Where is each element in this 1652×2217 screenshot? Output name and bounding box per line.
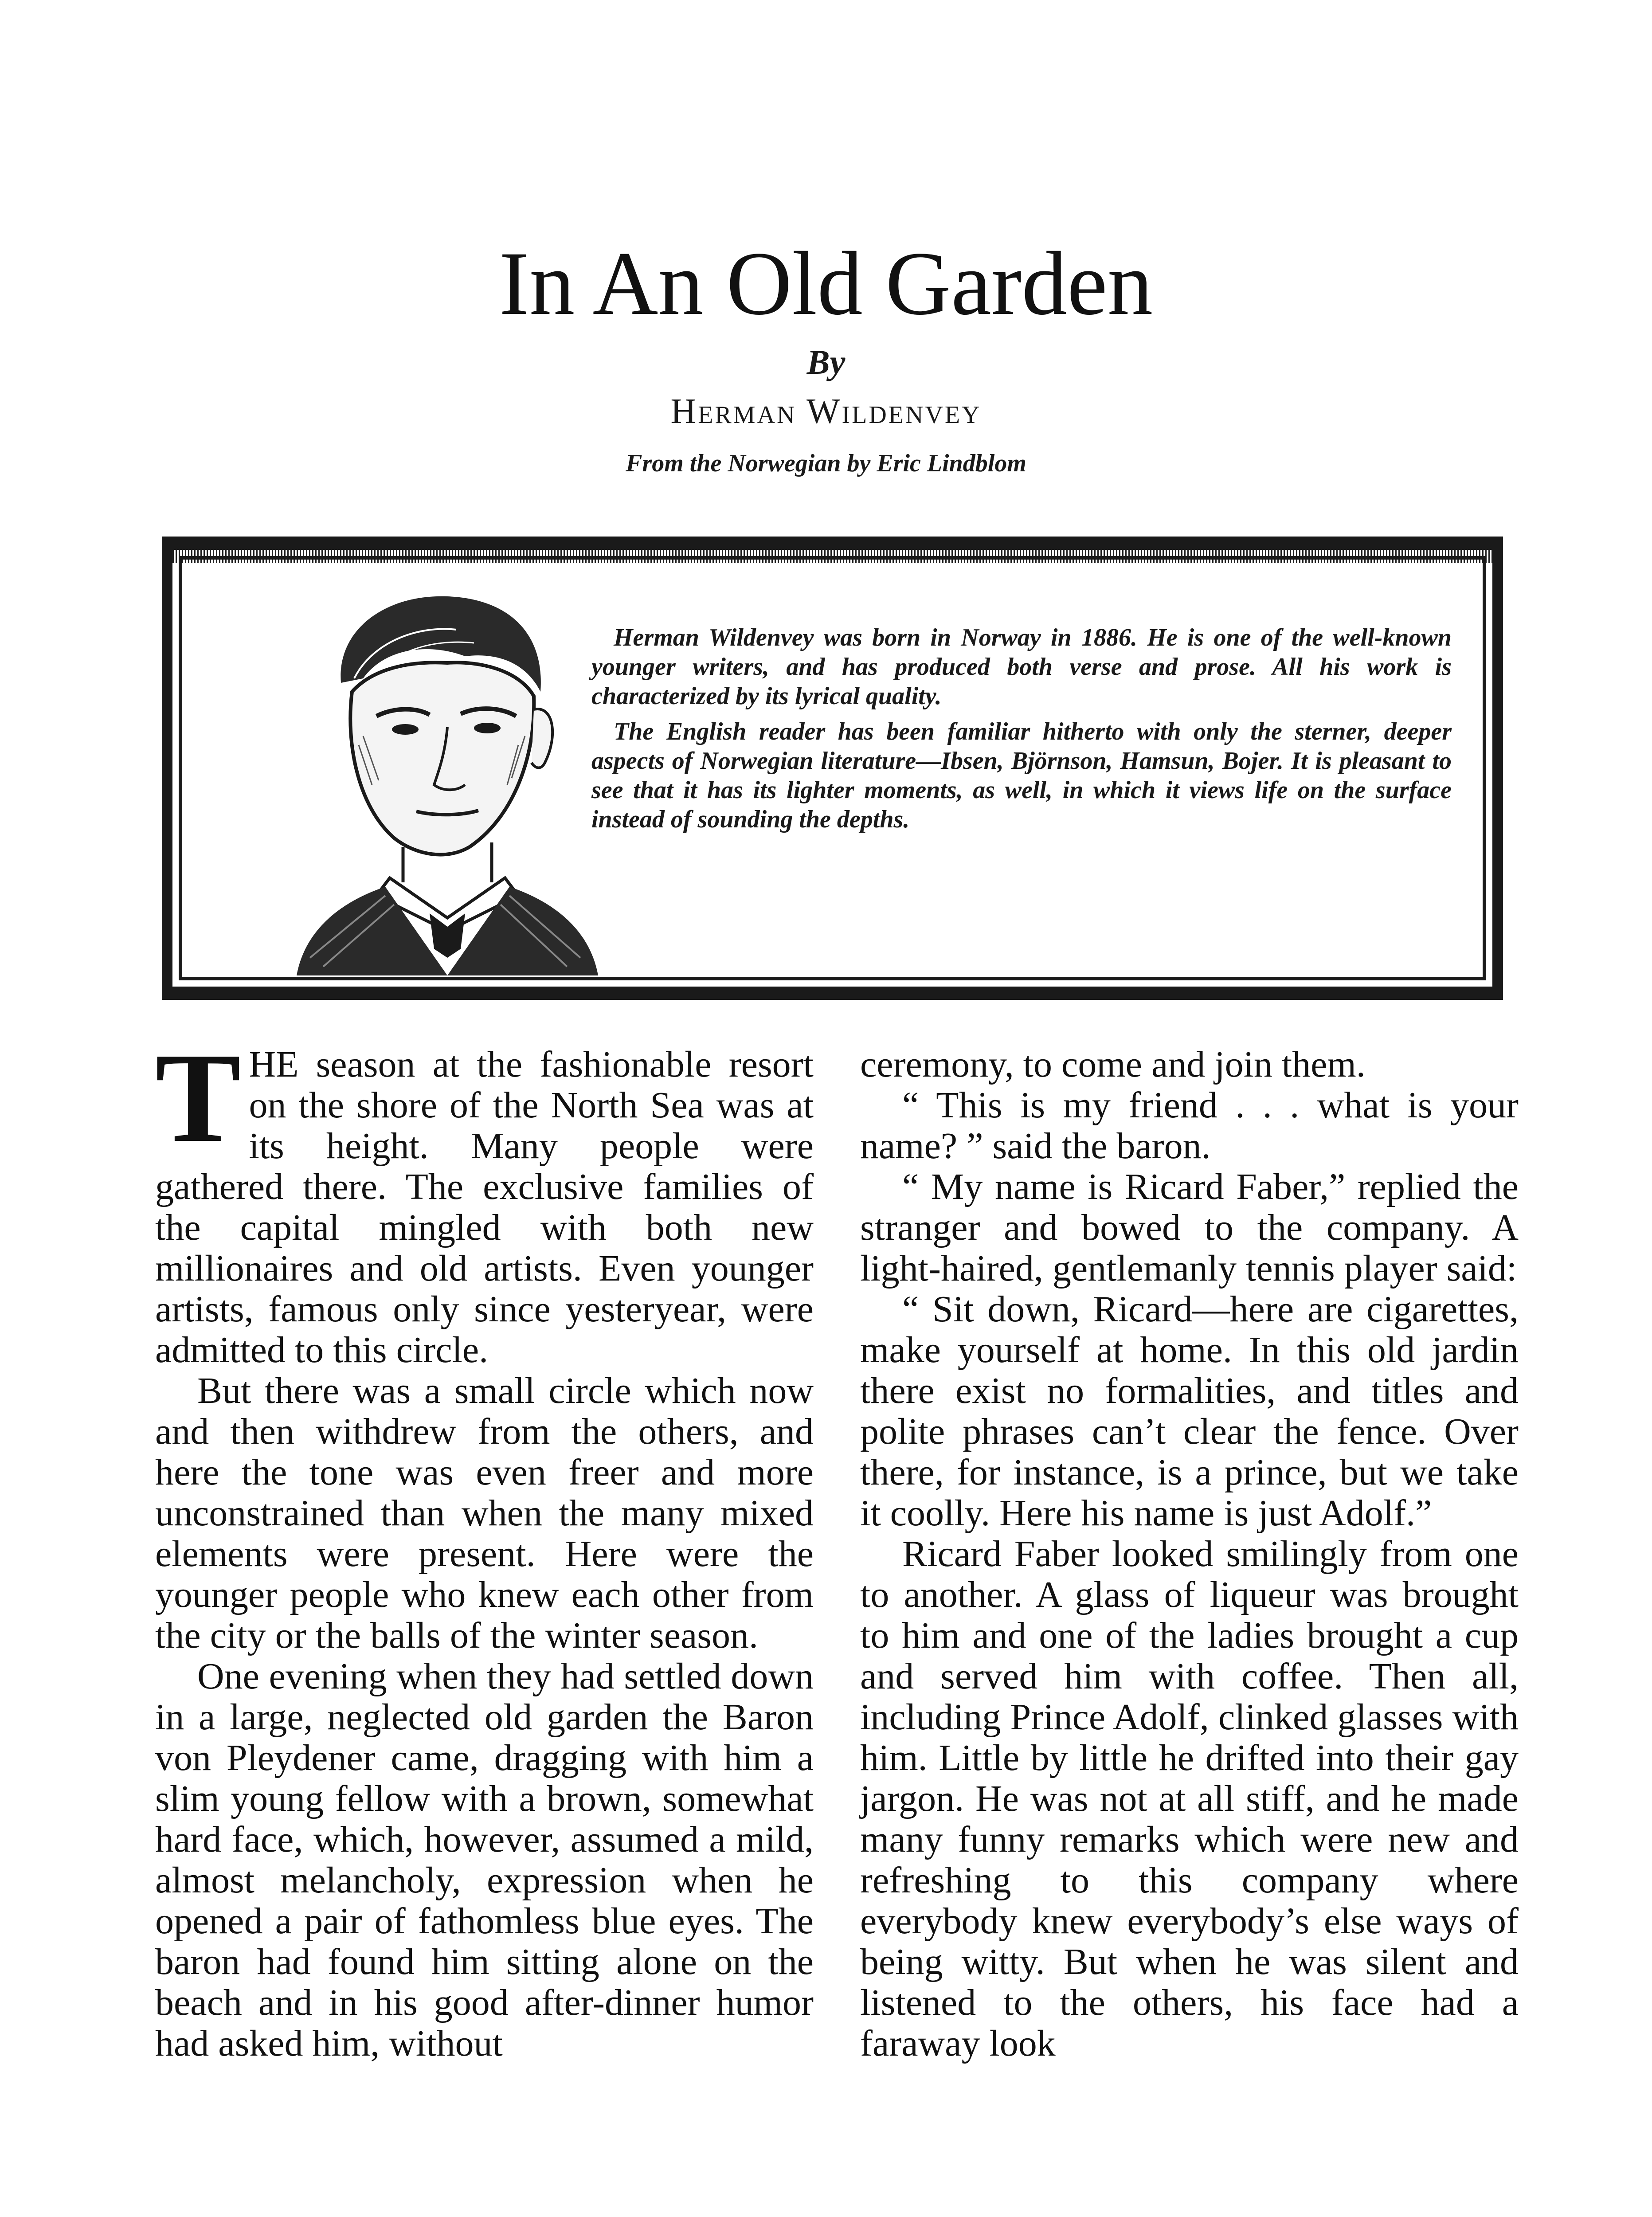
- intro-paragraph: The English reader has been familiar hitherto with only the sterner, deeper aspects of Norwegian literature—Ibsen, Björnson, Hamsun, Bojer. It is pleasant to see that it has its lighter moments, as well, in which it views life on the surface instead of sounding the depths.: [591, 718, 1452, 833]
- intro-text: [591, 623, 1452, 840]
- body-paragraph: One evening when they had settled down in a large, neglected old garden the Baron von Pleydener came, dragging with him a slim young fellow with a brown, somewhat hard face, which, however, assumed a mild, almost melancholy, expression when he opened a pair of fathomless blue eyes. The baron had found him sitting alone on the beach and in his good after-dinner humor had asked him, without: [155, 1656, 814, 2064]
- byline: By: [806, 343, 846, 381]
- body-paragraph: Ricard Faber looked smilingly from one to another. A glass of liqueur was brought to him and one of the ladies brought a cup and served him with coffee. Then all, including Prince Adolf, clinked glasses with him. Little by little he drifted into their gay jargon. He was not at all stiff, and he made many funny remarks which were new and refreshing to this company where everybody knew everybody’s else ways of being witty. But when he was silent and listened to the others, his face had a faraway look: [860, 1533, 1519, 2064]
- intro-paragraph: Herman Wildenvey was born in Norway in 1886. He is one of the well-known younger writers, and has produced both verse and prose. All his work is characterized by its lyrical quality.: [591, 624, 1452, 710]
- body-paragraph: “ Sit down, Ricard—here are cigarettes, make yourself at home. In this old jardin there exist no formalities, and titles and polite phrases can’t clear the fence. Over there, for instance, is a prince, but we take it coolly. Here his name is just Adolf.”: [860, 1289, 1519, 1534]
- body-column-right: [860, 1044, 1519, 2064]
- body-paragraph: ceremony, to come and join them.: [860, 1044, 1366, 1085]
- body-paragraph: [155, 1026, 814, 1371]
- article-title: In An Old Garden: [499, 233, 1153, 334]
- intro-box: [162, 537, 1503, 1000]
- author-portrait: [270, 576, 616, 975]
- body-paragraph: But there was a small circle which now and then withdrew from the others, and here the tone was even freer and more unconstrained than when the many mixed elements were present. Here were the younger people who knew each other from the city or the balls of the winter season.: [155, 1370, 814, 1656]
- drop-cap: T: [155, 1026, 241, 1169]
- body-column-left: [155, 1026, 814, 2064]
- body-paragraph: “ My name is Ricard Faber,” replied the stranger and bowed to the company. A light-haired, gentlemanly tennis player said:: [860, 1166, 1519, 1289]
- translator-credit: From the Norwegian by Eric Lindblom: [626, 450, 1026, 477]
- body-paragraph-text: HE season at the fashionable resort on the shore of the North Sea was at its height. Many people were gathered there. The exclusive families of the capital mingled with both new millionaires and old artists. Even younger artists, famous only since yesteryear, were admitted to this circle.: [155, 1044, 814, 1371]
- author-name: Herman Wildenvey: [670, 392, 982, 431]
- body-paragraph: “ This is my friend . . . what is your name? ” said the baron.: [860, 1085, 1519, 1167]
